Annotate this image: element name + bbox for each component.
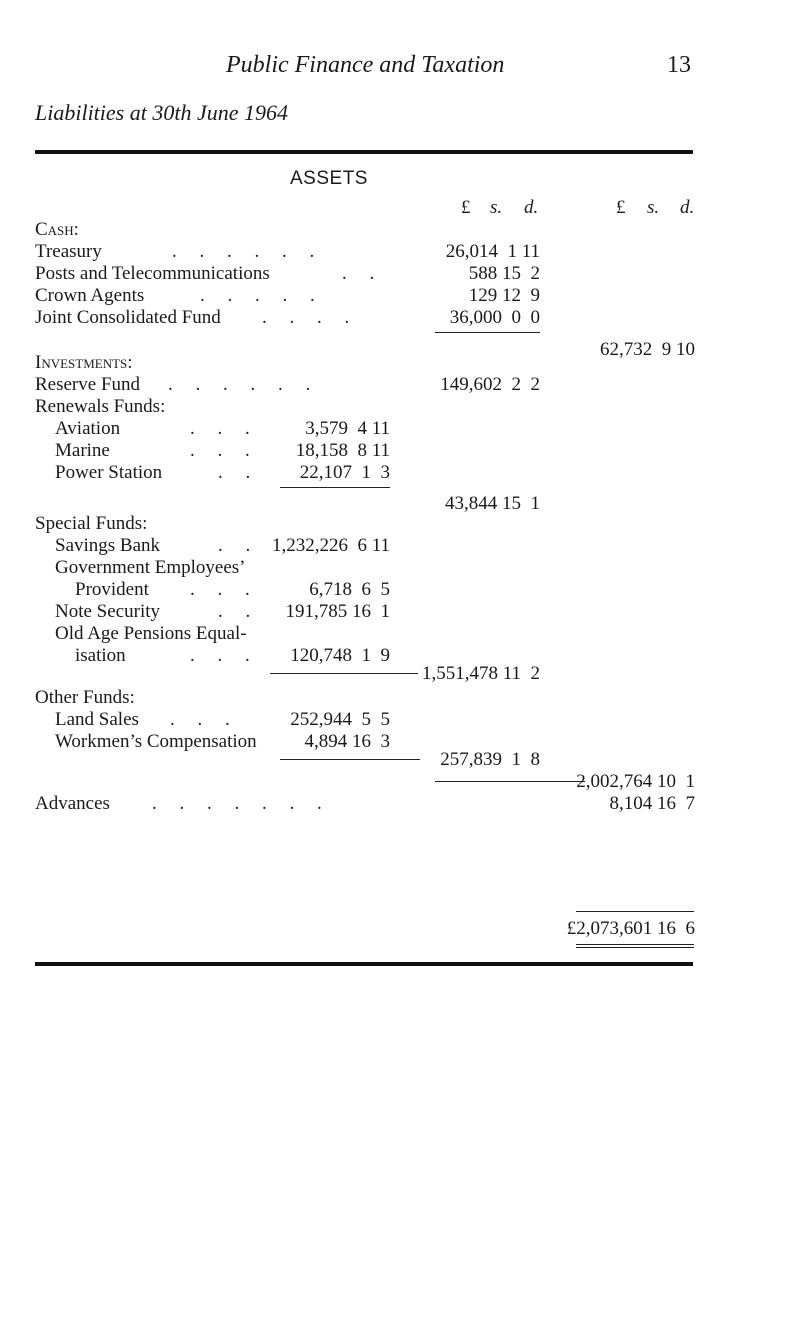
workmens-compensation-amount: 4,894 16 3 — [304, 731, 390, 752]
renewals-total: 43,844 15 1 — [445, 493, 540, 514]
special-funds-heading: Special Funds: — [35, 513, 148, 534]
dot-leader: . . . — [190, 418, 259, 439]
subtotal-rule — [435, 781, 585, 782]
cash-heading: Cash: — [35, 219, 79, 240]
cash-label-posts: Posts and Telecommunications — [35, 263, 270, 284]
total-rule-bottom-1 — [576, 944, 694, 945]
col-header-shillings2: s. — [647, 197, 660, 218]
renewals-amount-aviation: 3,579 4 11 — [305, 418, 390, 439]
reserve-fund-amount: 149,602 2 2 — [440, 374, 540, 395]
dot-leader: . . . — [190, 579, 259, 600]
col-header-pence: d. — [524, 197, 539, 218]
investments-grand-total: 2,002,764 10 1 — [576, 771, 695, 792]
section-title: ASSETS — [290, 168, 368, 189]
col-header-pounds: £ — [461, 197, 471, 218]
top-rule — [35, 150, 693, 154]
col-header-pounds2: £ — [616, 197, 626, 218]
gov-employees-label: Government Employees’ — [55, 557, 246, 578]
advances-label: Advances — [35, 793, 110, 814]
dot-leader: . . — [218, 601, 260, 622]
old-age-pensions-label: Old Age Pensions Equal- — [55, 623, 247, 644]
special-funds-total: 1,551,478 11 2 — [421, 663, 540, 684]
other-funds-heading: Other Funds: — [35, 687, 135, 708]
renewals-amount-marine: 18,158 8 11 — [295, 440, 390, 461]
note-security-amount: 191,785 16 1 — [285, 601, 390, 622]
cash-amount-posts: 588 15 2 — [468, 263, 540, 284]
provident-amount: 6,718 6 5 — [309, 579, 390, 600]
final-total: £2,073,601 16 6 — [566, 918, 695, 939]
renewals-label-power-station: Power Station — [55, 462, 163, 483]
dot-leader: . . — [218, 462, 260, 483]
note-security-label: Note Security — [55, 601, 161, 622]
page-subtitle: Liabilities at 30th June 1964 — [35, 100, 288, 125]
total-rule-top — [576, 911, 694, 912]
dot-leader: . . . . . . — [168, 374, 320, 395]
provident-label: Provident — [75, 579, 149, 600]
dot-leader: . . . . . . . — [152, 793, 331, 814]
cash-label-treasury: Treasury — [35, 241, 102, 262]
renewals-label-aviation: Aviation — [55, 418, 121, 439]
investments-heading: Investments: — [35, 352, 133, 373]
isation-label: isation — [75, 645, 126, 666]
cash-total: 62,732 9 10 — [600, 339, 695, 360]
dot-leader: . . — [342, 263, 384, 284]
dot-leader: . . — [218, 535, 260, 556]
dot-leader: . . . — [170, 709, 239, 730]
subtotal-rule — [270, 673, 418, 674]
land-sales-amount: 252,944 5 5 — [290, 709, 390, 730]
land-sales-label: Land Sales — [55, 709, 139, 730]
dot-leader: . . . . . — [200, 285, 324, 306]
subtotal-rule — [280, 759, 420, 760]
other-funds-total: 257,839 1 8 — [440, 749, 540, 770]
reserve-fund-label: Reserve Fund — [35, 374, 141, 395]
page-number: 13 — [667, 52, 691, 78]
bottom-rule — [35, 962, 693, 966]
cash-label-joint-fund: Joint Consolidated Fund — [35, 307, 221, 328]
renewals-heading: Renewals Funds: — [35, 396, 166, 417]
col-header-pence2: d. — [680, 197, 695, 218]
savings-bank-label: Savings Bank — [55, 535, 161, 556]
cash-amount-joint-fund: 36,000 0 0 — [449, 307, 540, 328]
total-rule-bottom-2 — [576, 947, 694, 948]
renewals-label-marine: Marine — [55, 440, 110, 461]
advances-amount: 8,104 16 7 — [609, 793, 695, 814]
workmens-compensation-label: Workmen’s Compensation — [55, 731, 257, 752]
cash-amount-treasury: 26,014 1 11 — [445, 241, 540, 262]
subtotal-rule — [435, 332, 540, 333]
dot-leader: . . . . — [262, 307, 359, 328]
page-header-title: Public Finance and Taxation — [226, 52, 505, 78]
dot-leader: . . . — [190, 645, 259, 666]
cash-label-crown-agents: Crown Agents — [35, 285, 145, 306]
isation-amount: 120,748 1 9 — [290, 645, 390, 666]
subtotal-rule — [280, 487, 390, 488]
savings-bank-amount: 1,232,226 6 11 — [271, 535, 390, 556]
renewals-amount-power-station: 22,107 1 3 — [299, 462, 390, 483]
col-header-shillings: s. — [490, 197, 503, 218]
dot-leader: . . . . . . — [172, 241, 324, 262]
dot-leader: . . . — [190, 440, 259, 461]
cash-amount-crown-agents: 129 12 9 — [468, 285, 540, 306]
